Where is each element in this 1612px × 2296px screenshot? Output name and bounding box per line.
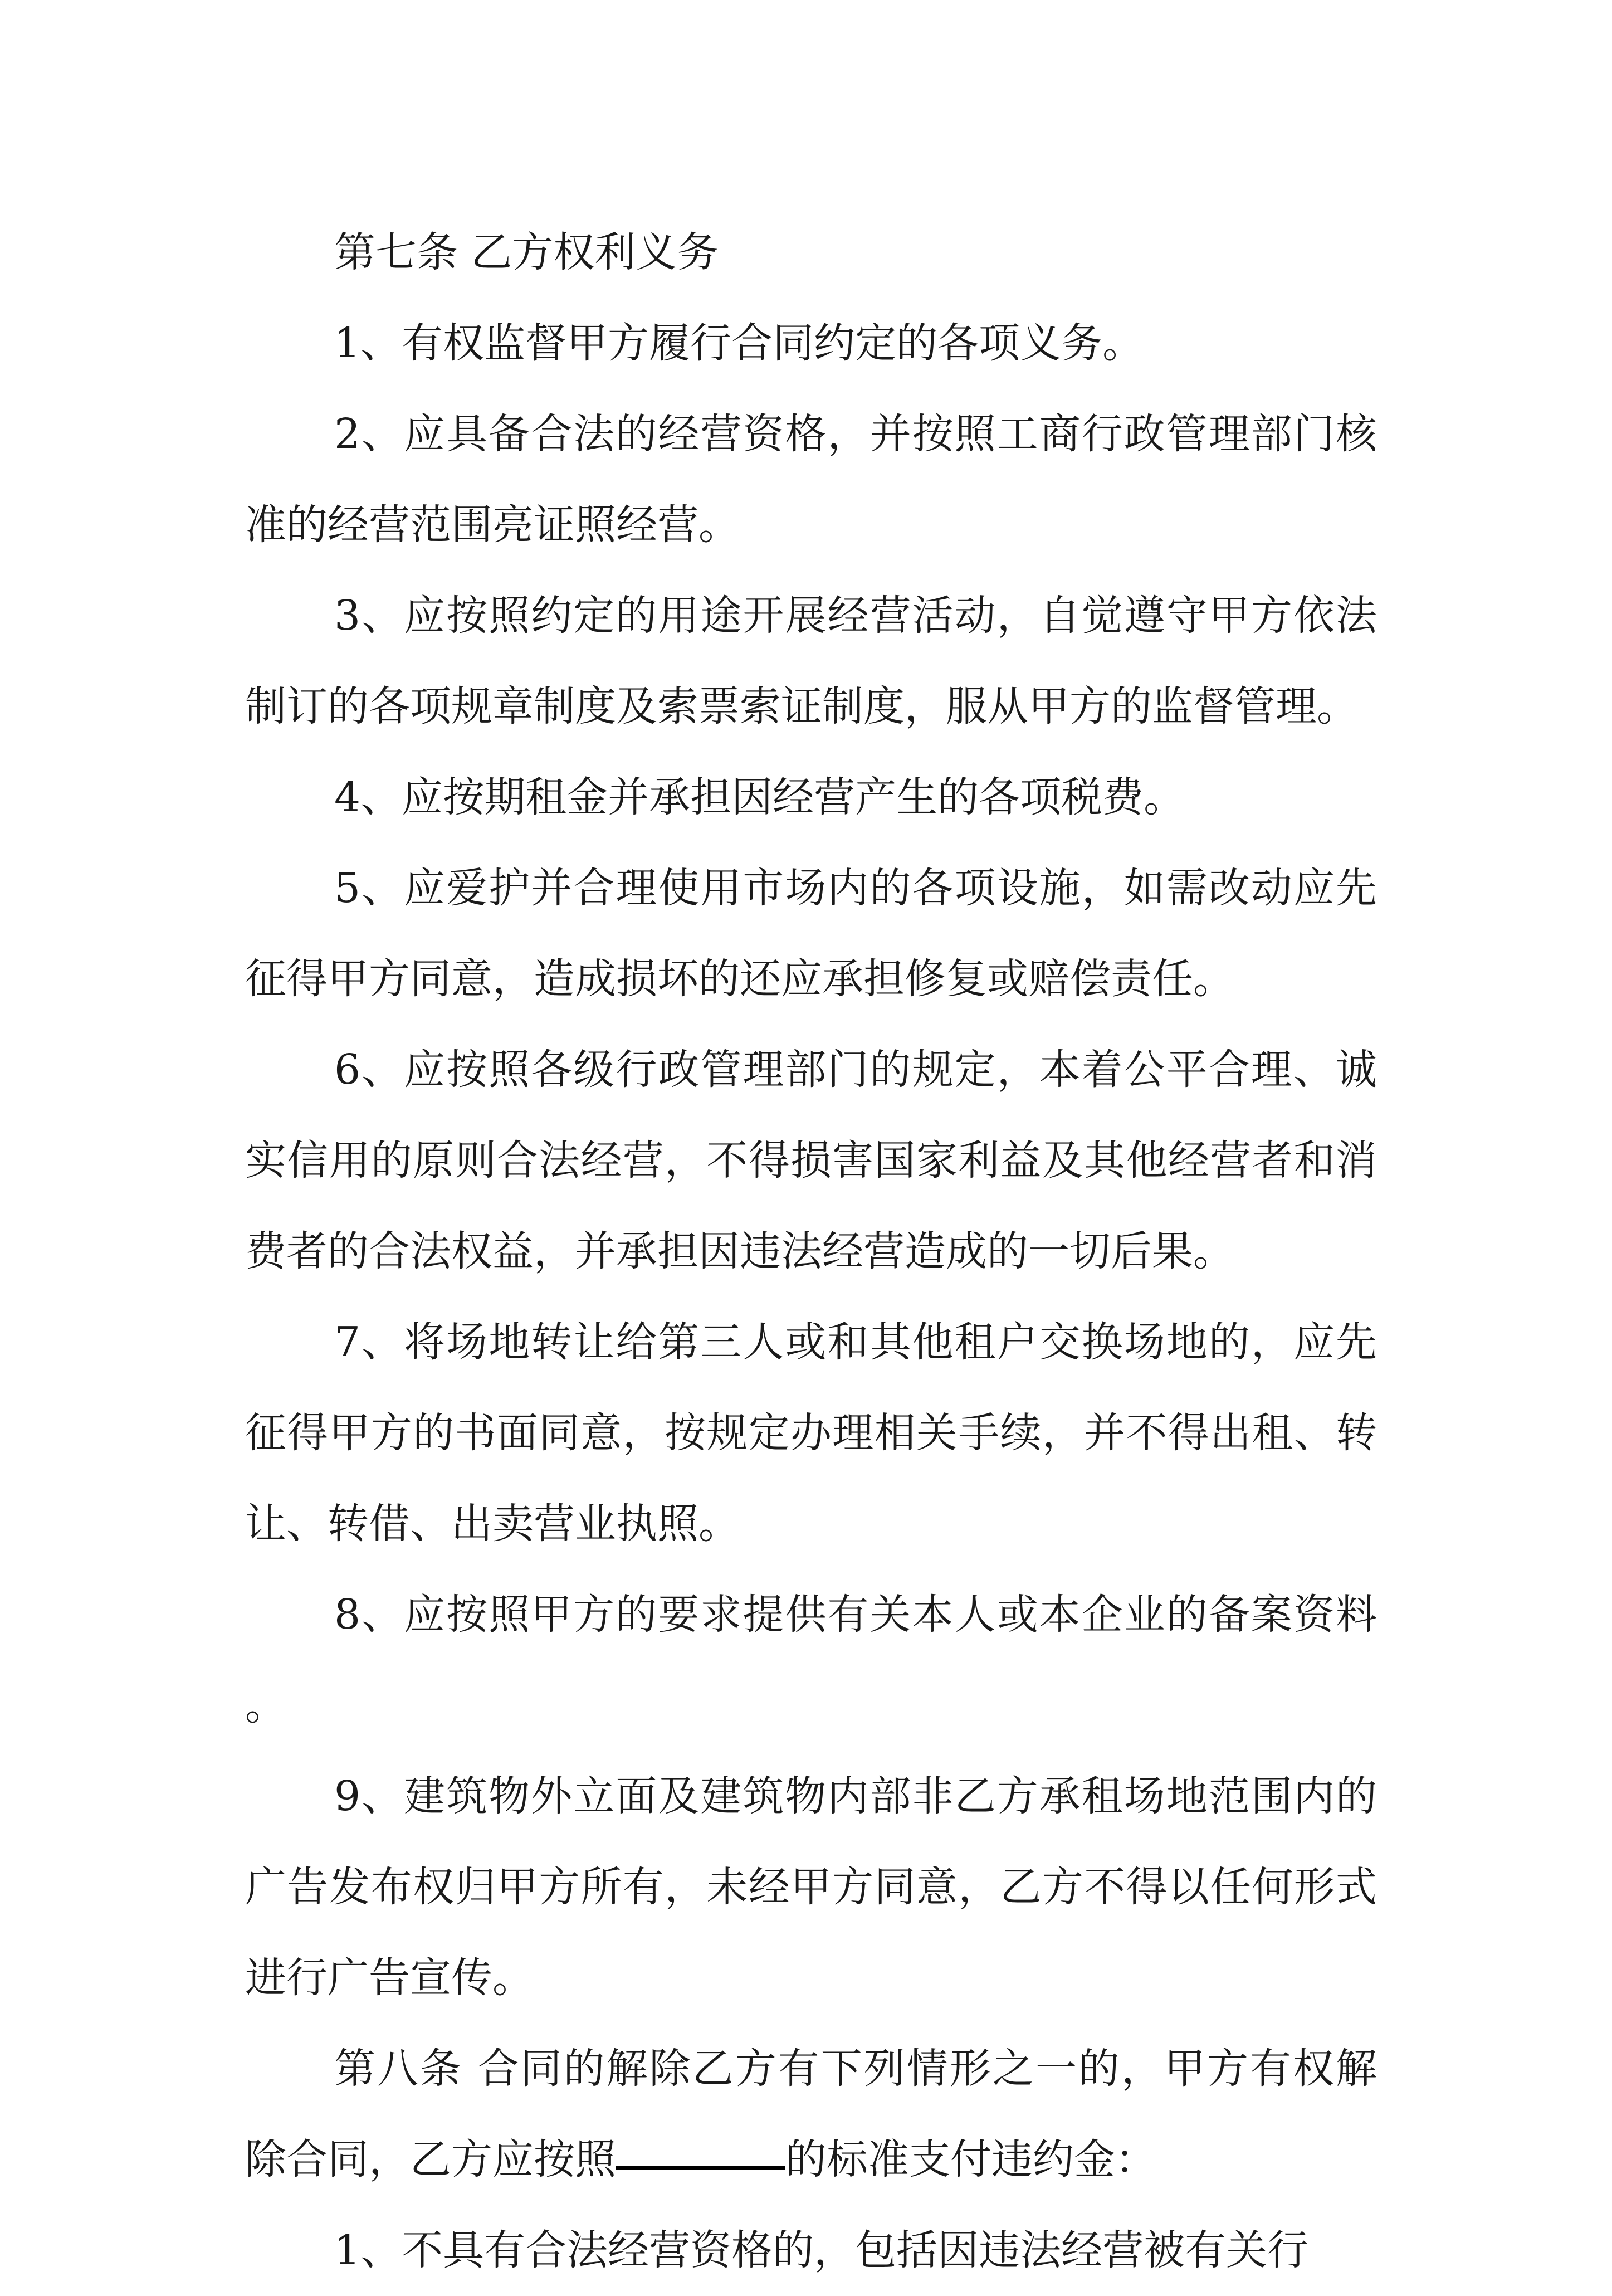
clause-9: 9、建筑物外立面及建筑物内部非乙方承租场地范围内的广告发布权归甲方所有，未经甲方同意，乙方不得以任何形式进行广告宣传。 [245,1772,1377,2002]
article-8-clause-1: 1、不具有合法经营资格的，包括因违法经营被有关行 [334,2226,1309,2274]
clause-3: 3、应按照约定的用途开展经营活动，自觉遵守甲方依法制订的各项规章制度及索票索证制度，服从甲方的监督管理。 [245,592,1377,730]
article-8-text-before-blank: 第八条 合同的解除乙方有下列情形之一的，甲方有权解除合同，乙方应按照 [245,2045,1377,2183]
clause-6: 6、应按照各级行政管理部门的规定，本着公平合理、诚实信用的原则合法经营，不得损害国家利益及其他经营者和消费者的合法权益，并承担因违法经营造成的一切后果。 [245,1046,1377,1275]
clause-2: 2、应具备合法的经营资格，并按照工商行政管理部门核准的经营范围亮证照经营。 [245,410,1377,549]
clause-8: 8、应按照甲方的要求提供有关本人或本企业的备案资料。 [245,1591,1377,1729]
clause-5: 5、应爱护并合理使用市场内的各项设施，如需改动应先征得甲方同意，造成损坏的还应承担修复或赔偿责任。 [245,864,1377,1003]
article-8-paragraph [245,2024,1377,2205]
fill-in-blank-line [616,2166,785,2170]
article-7-heading: 第七条 乙方权利义务 [334,228,719,276]
document-page [245,207,1377,2296]
clause-7: 7、将场地转让给第三人或和其他租户交换场地的，应先征得甲方的书面同意，按规定办理相关手续，并不得出租、转让、转借、出卖营业执照。 [245,1318,1377,1548]
article-8-text-after-blank: 的标准支付违约金： [785,2136,1156,2183]
clause-1: 1、有权监督甲方履行合同约定的各项义务。 [334,319,1144,367]
clause-4: 4、应按期租金并承担因经营产生的各项税费。 [334,773,1185,821]
